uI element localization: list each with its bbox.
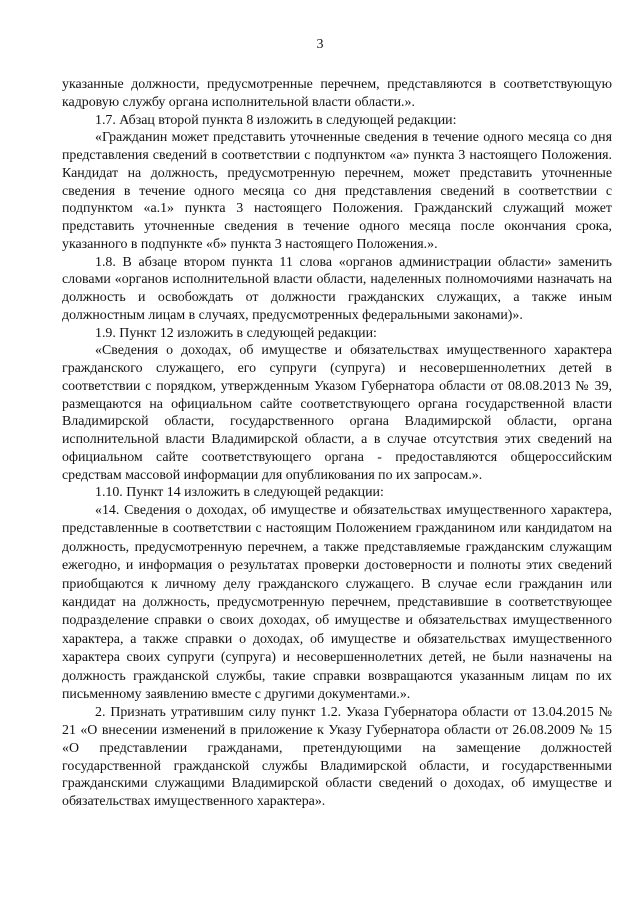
paragraph-quote-clause-8: «Гражданин может представить уточненные сведения в течение одного месяца со дня представления сведений в соответствии с подпунктом «а» пункта 3 настоящего Положения. Кандидат на должность, предусмотренную перечнем, может представить уточненные сведения в течение одного месяца со дня представления сведений в соответствии с подпунктом «а.1» пункта 3 настоящего Положения. Гражданский служащий может представить уточненные сведения в течение одного месяца после окончания срока, указанного в подпункте «б» пункта 3 настоящего Положения.». xyxy=(62,130,612,252)
paragraph-continuation: указанные должности, предусмотренные перечнем, представляются в соответствующую кадровую службу органа исполнительной власти области.». xyxy=(62,77,612,110)
paragraph-item-1-8: 1.8. В абзаце втором пункта 11 слова «органов администрации области» заменить словами «органов исполнительной власти области, наделенных полномочиями назначать на должность и освобождать от должности гражданских служащих, а также иным должностным лицам в случаях, предусмотренных федеральными законами)». xyxy=(62,254,612,323)
page-number: 3 xyxy=(316,37,324,52)
paragraph-item-2: 2. Признать утратившим силу пункт 1.2. Указа Губернатора области от 13.04.2015 № 21 «О внесении изменений в приложение к Указу Губернатора области от 26.08.2009 № 15 «О представлении гражданами, претендующими на замещение должностей государственной гражданской службы Владимирской области, и государственными гражданскими служащими Владимирской области сведений о доходах, об имуществе и обязательствах имущественного характера». xyxy=(62,705,612,810)
paragraph-item-1-10: 1.10. Пункт 14 изложить в следующей редакции: xyxy=(95,485,384,501)
document-body xyxy=(62,76,612,811)
paragraph-quote-clause-12: «Сведения о доходах, об имуществе и обязательствах имущественного характера гражданского служащего, его супруги (супруга) и несовершеннолетних детей в соответствии с порядком, утвержденным Указом Губернатора области от 08.08.2013 № 39, размещаются на официальном сайте соответствующего органа государственной власти Владимирской области, государственного органа Владимирской области, органа исполнительной власти Владимирской области, а в случае отсутствия этих сведений на официальном сайте соответствующего органа - предоставляются общероссийским средствам массовой информации для опубликования по их запросам.». xyxy=(62,343,612,483)
paragraph-item-1-7: 1.7. Абзац второй пункта 8 изложить в следующей редакции: xyxy=(95,112,457,128)
paragraph-item-1-9: 1.9. Пункт 12 изложить в следующей редакции: xyxy=(95,325,377,341)
paragraph-quote-clause-14: «14. Сведения о доходах, об имуществе и обязательствах имущественного характера, представленные в соответствии с настоящим Положением гражданином или кандидатом на должность, предусмотренную перечнем, а также представляемые гражданским служащим ежегодно, и информация о результатах проверки достоверности и полноты этих сведений приобщаются к личному делу гражданского служащего. В случае если гражданин или кандидат на должность, предусмотренную перечнем, представившие в соответствующее подразделение справки о своих доходах, об имуществе и обязательствах имущественного характера, а также справки о доходах, об имуществе и обязательствах имущественного характера своих супруги (супруга) и несовершеннолетних детей, не были назначены на должность гражданской службы, такие справки возвращаются указанным лицам по их письменному заявлению вместе с другими документами.». xyxy=(62,503,612,703)
